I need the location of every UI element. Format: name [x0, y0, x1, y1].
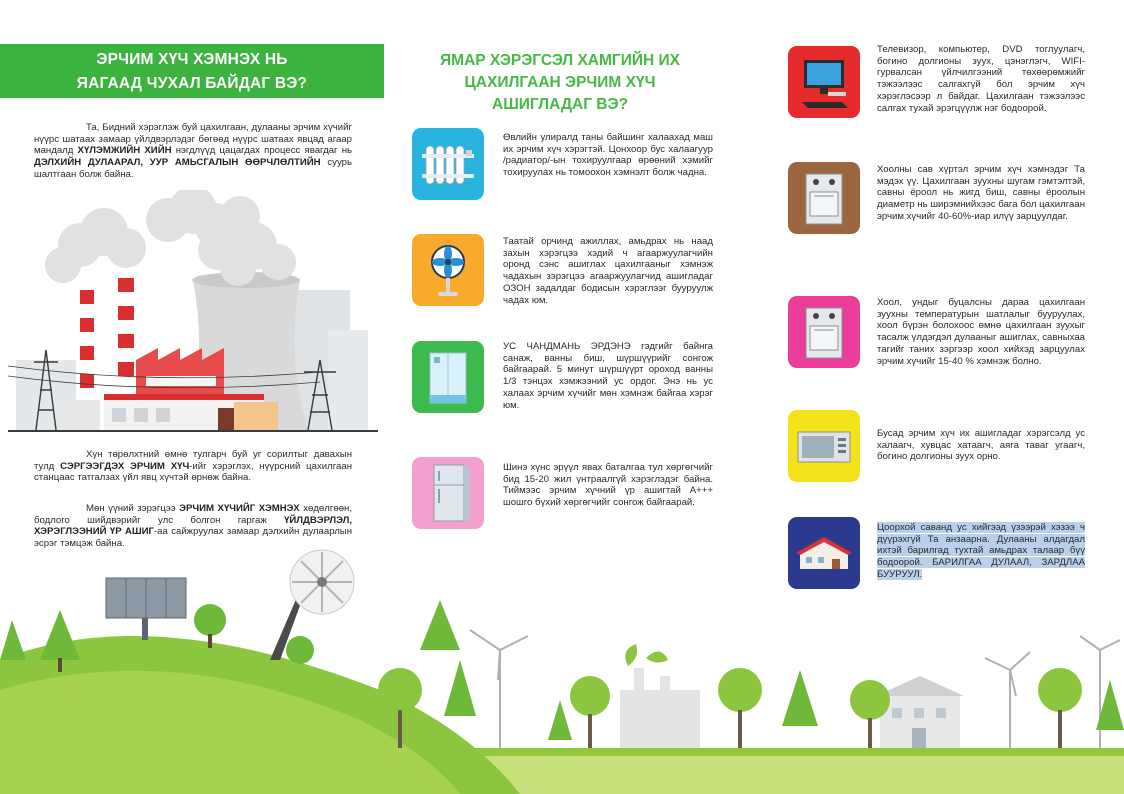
- radiator-text: Өвлийн улиралд таны байшинг халаахад маш их эрчим хүч хэрэгтэй. Цонхоор бус халаагуур /радиатор/-ын тохируулгаар өрөөний хэмийг тохируулах нь томоохон хэмнэлт болж чадна.: [503, 132, 713, 179]
- paragraph-renewable: Хүн төрөлхтний өмнө тулгарч буй уг сорилтыг давахын тулд СЭРГЭЭГДЭХ ЭРЧИМ ХҮЧ-ийг хэрэглэх, нүүрсний цахилгаан станцаас татгалзах үйл явц хүчтэй өрнөж байна.: [34, 449, 352, 484]
- middle-title-line-1: ЯМАР ХЭРЭГСЭЛ ХАМГИЙН ИХ: [440, 52, 680, 69]
- shower-icon: [412, 341, 484, 413]
- bold-global-warming: ДЭЛХИЙН ДУЛААРАЛ, УУР АМЬСГАЛЫН ӨӨРЧЛӨЛТИЙН: [34, 157, 321, 169]
- fridge-icon: [412, 457, 484, 529]
- landscape-illustration: [0, 540, 1124, 794]
- computer-text: Телевизор, компьютер, DVD тоглуулагч, богино долгионы зуух, цэнэглэгч, WIFI-гурвалсан үйлчилгээний төхөөрөмжийг тэжээлээс салгахгүй бол эрчим хүч хэрэглэсээр л байдаг. Цахилгаан тэжээлээс салгах тухай эрэгцүүлж нэг бодоорой.: [877, 44, 1085, 114]
- fan-icon: [412, 234, 484, 306]
- microwave-text: Бусад эрчим хүч их ашигладаг хэрэгсэлд ус халаагч, хувцас хатаагч, аяга таваг угаагч, богино долгионы зуух орно.: [877, 428, 1085, 463]
- microwave-icon: [788, 410, 860, 482]
- power-plant-illustration: [8, 190, 378, 440]
- computer-icon: [788, 46, 860, 118]
- left-title-banner: [0, 44, 384, 98]
- shower-text: УС ЧАНДМАНЬ ЭРДЭНЭ гэдгийг байнга санаж, ванны биш, шүршүүрийг сонгож байгаарай. 5 минут шүршүүрт ороход ванны 1/3 тэнцэх хэмжээний ус ордог. Энэ нь ус халаах эрчим хүчийг мөн хэмнэж байгаа хэрэг юм.: [503, 341, 713, 411]
- stove-icon: [788, 162, 860, 234]
- radiator-icon: [412, 128, 484, 200]
- bold-renewable: СЭРГЭЭГДЭХ ЭРЧИМ ХҮЧ: [60, 460, 190, 472]
- bold-efficiency: ҮЙЛДВЭРЛЭЛ, ХЭРЭГЛЭЭНИЙ ҮР АШИГ: [34, 514, 352, 538]
- left-title-line-1: ЭРЧИМ ХҮЧ ХЭМНЭХ НЬ: [96, 51, 288, 68]
- intro-paragraph: Та, Бидний хэрэглэж буй цахилгаан, дулааны эрчим хүчийг нүүрс шатаах замаар үйлдвэрлэдэг бөгөөд нүүрс шатаах явцад агаар мандалд ХҮЛЭМЖИЙН ХИЙН нэгдлүүд цацагдах процесс явагдаг нь ДЭЛХИЙН ДУЛААРАЛ, УУР АМЬСГАЛЫН ӨӨРЧЛӨЛТИЙН суурь шалтгаан болж байна.: [34, 122, 352, 180]
- stove-icon-2: [788, 296, 860, 368]
- fridge-text: Шинэ хүнс эрүүл явах баталгаа тул хөргөгчийг бид 15-20 жил үнтраалгүй хэрэглэдэг байна. Тиймээс эрчим хүчний үр ашигтай А+++ шошго бүхий хөргөгчийг сонгож байгаарай.: [503, 462, 713, 509]
- middle-title-line-2: ЦАХИЛГААН ЭРЧИМ ХҮЧ: [464, 74, 656, 91]
- left-title-line-2: ЯАГААД ЧУХАЛ БАЙДАГ ВЭ?: [76, 75, 308, 92]
- bold-greenhouse: ХҮЛЭМЖИЙН ХИЙН: [77, 145, 172, 157]
- stove-text: Хоолны сав хүртэл эрчим хүч хэмнэдэг Та мэдэх үү. Цахилгаан зуухны шугам гэмтэлтэй, савны ёроол нь жигд биш, савны ёроолын диаметр нь ширэмнийхээс бага бол цахилгаан эрчим хүчийг 40-60%-иар илүү зарцуулдаг.: [877, 164, 1085, 222]
- house-text-highlight: Цоорхой саванд ус хийгээд үзээрэй хэзээ ч дүүрэхгүй Та анзаарна. Дулааны алдагдал ихтэй барилгад тухтай амьдрах талаар бүү бодоорой. БАРИЛГАА ДУЛААЛ, ЗАРДЛАА БУУРУУЛ.: [877, 522, 1085, 580]
- fan-text: Таатай орчинд ажиллах, амьдрах нь наад захын хэрэгцээ хэдий ч агааржуулагчийн оронд сэнс ашиглах цахилгааныг хэмнэж чадахын зэрэгцээ агааржуулагчид ашигладаг ОЗОН задалдаг бодисын хэрэглээг бууруулж чадах юм.: [503, 236, 713, 306]
- stove-2-text: Хоол, ундыг буцалсны дараа цахилгаан зуухны температурын шатлалыг бууруулах, хоол бүрэн болохоос өмнө цахилгаан зуухыг тасалж үлдэгдэл дулааныг ашиглах, савныхаа тагийг таних зэргээр хоол хийхэд зарцуулах эрчим хүчийг 15-40 % хэмнэж болно.: [877, 297, 1085, 367]
- middle-title: [420, 50, 700, 116]
- middle-title-line-3: АШИГЛАДАГ ВЭ?: [492, 96, 628, 113]
- bold-energy-saving: ЭРЧИМ ХҮЧИЙГ ХЭМНЭХ: [179, 503, 300, 514]
- paragraph-saving: Мөн үүний зэрэгцээ ЭРЧИМ ХҮЧИЙГ ХЭМНЭХ хөдөлгөөн, бодлого шийдвэрийг улс болгон гаргаж ҮЙЛДВЭРЛЭЛ, ХЭРЭГЛЭЭНИЙ ҮР АШИГ-аа сайжруулах замаар дэлхийн дулаарлын эсрэг тэмцэж байна.: [34, 503, 353, 550]
